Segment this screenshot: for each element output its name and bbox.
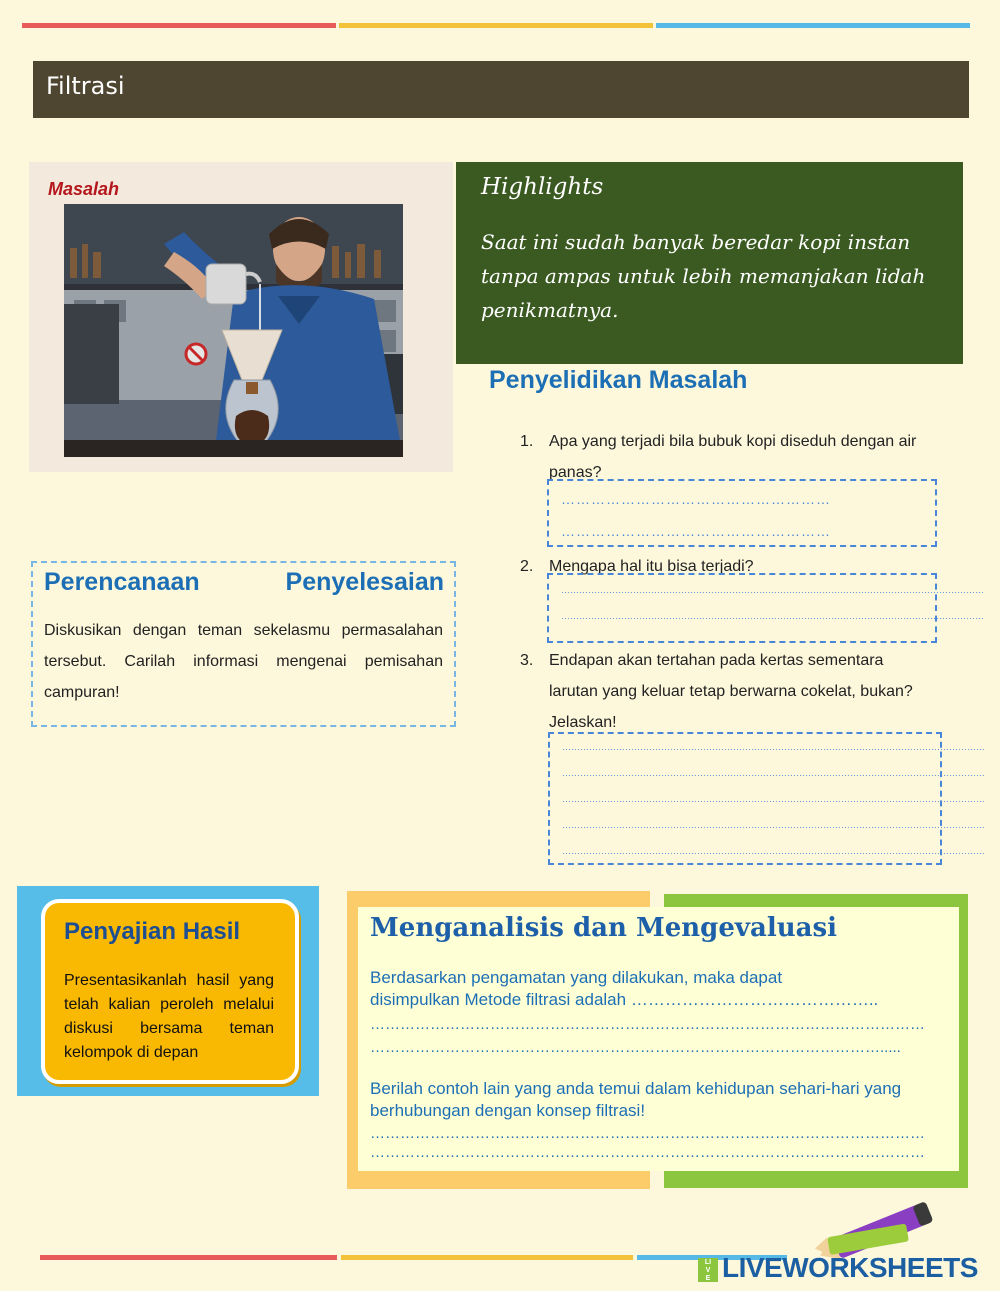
analisis-title: Menganalisis dan Mengevaluasi [370,913,837,943]
answer-1-line-1: ……………………………………………… [561,491,831,507]
penyajian-text: Presentasikanlah hasil yang telah kalian peroleh melalui diskusi bersama teman kelompok di depan [64,972,274,1061]
answer-3-line-3: …………………………………………………………………………………………………………………………… [562,794,985,804]
bottom-bar-yellow [341,1255,633,1260]
perencanaan-title: Perencanaan Penyelesaian [44,568,444,596]
analisis-answer-2-line-1[interactable]: ………………………………………………………………………………………………… [370,1125,925,1142]
bottom-bar-red [40,1255,337,1260]
analisis-answer-2-line-2[interactable]: ………………………………………………………………………………………………… [370,1144,925,1161]
top-bar-red [22,23,336,28]
answer-3-line-1: …………………………………………………………………………………………………………………………… [562,742,985,752]
answer-1-input[interactable] [547,479,937,547]
analisis-prompt-2: Berilah contoh lain yang anda temui dalam kehidupan sehari-hari yang berhubungan dengan konsep filtrasi! [370,1079,902,1120]
top-bar-yellow [339,23,653,28]
question-2-number: 2. [520,558,534,575]
answer-3-line-5: …………………………………………………………………………………………………………………………… [562,846,985,856]
page-title: Filtrasi [33,61,969,118]
answer-3-line-4: …………………………………………………………………………………………………………………………… [562,820,985,830]
top-bar-blue [656,23,970,28]
analisis-prompt-1: Berdasarkan pengamatan yang dilakukan, maka dapat [370,968,783,987]
liveworksheets-logo[interactable] [722,1252,978,1284]
analisis-answer-1-line-2[interactable]: …………………………………………………………………………………………..... [370,1039,901,1056]
answer-2-line-1: …………………………………………………………………………………………………………………………… [561,585,984,595]
liveworksheets-logo-text: LIVEWORKSHEETS [722,1252,978,1283]
penyelidikan-heading: Penyelidikan Masalah [489,366,748,394]
answer-2-input[interactable] [547,573,984,643]
answer-3-line-2: …………………………………………………………………………………………………………………………… [562,768,985,778]
question-1-number: 1. [520,433,534,450]
question-3 [520,645,930,738]
answer-3-input[interactable] [548,732,985,865]
question-1-text: Apa yang terjadi bila bubuk kopi diseduh dengan air panas? [549,433,917,481]
highlights-text: Saat ini sudah banyak beredar kopi instan tanpa ampas untuk lebih memanjakan lidah penikmatnya. [481,230,926,322]
question-3-text: Endapan akan tertahan pada kertas sementara larutan yang keluar tetap berwarna cokelat, bukan? Jelaskan! [549,652,913,731]
penyajian-title: Penyajian Hasil [64,918,241,945]
analisis-prompt-1b [370,989,940,1011]
liveworksheets-badge-text: LIVE [704,1259,712,1282]
barista-pour-over-photo [64,204,403,457]
answer-2-line-2: …………………………………………………………………………………………………………………………… [561,611,984,621]
masalah-label: Masalah [48,179,120,199]
perencanaan-text: Diskusikan dengan teman sekelasmu permasalahan tersebut. Carilah informasi mengenai pemisahan campuran! [44,622,443,701]
analisis-prompt-1b-text: disimpulkan Metode filtrasi adalah [370,990,627,1009]
analisis-answer-1-inline[interactable]: …………………………………….. [630,990,879,1009]
highlights-title: Highlights [481,174,604,200]
question-2-text: Mengapa hal itu bisa terjadi? [549,558,754,575]
liveworksheets-badge [698,1258,718,1282]
answer-1-line-2: ……………………………………………… [561,523,831,539]
analisis-answer-1-line-1[interactable]: ………………………………………………………………………………………………… [370,1016,925,1033]
question-3-number: 3. [520,652,534,669]
